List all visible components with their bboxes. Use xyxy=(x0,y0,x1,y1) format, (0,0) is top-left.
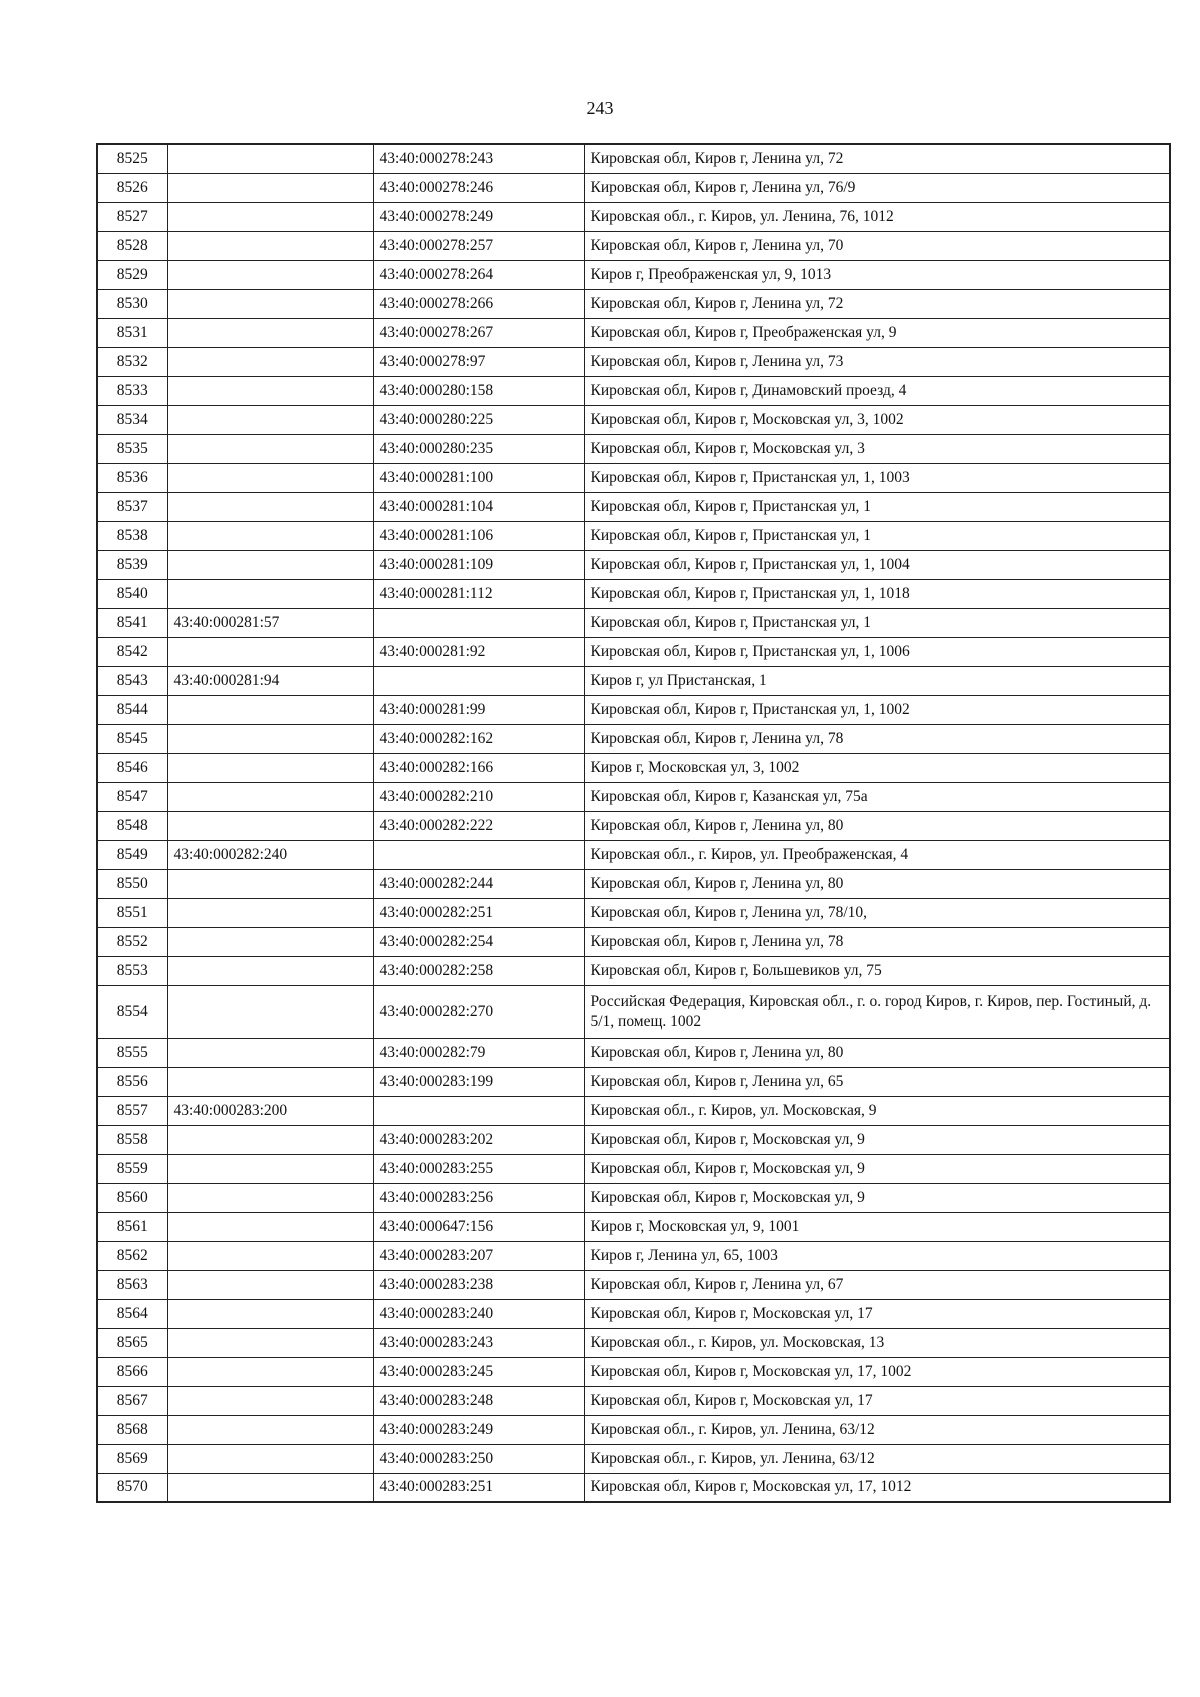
parcel-cadastral-number-cell xyxy=(167,1444,373,1473)
address-cell: Кировская обл, Киров г, Ленина ул, 80 xyxy=(584,1038,1170,1067)
parcel-cadastral-number-cell xyxy=(167,1270,373,1299)
address-cell: Кировская обл, Киров г, Казанская ул, 75а xyxy=(584,782,1170,811)
parcel-cadastral-number-cell xyxy=(167,811,373,840)
row-number-cell: 8561 xyxy=(97,1212,167,1241)
parcel-cadastral-number-cell xyxy=(167,434,373,463)
row-number-cell: 8532 xyxy=(97,347,167,376)
address-cell: Кировская обл, Киров г, Ленина ул, 67 xyxy=(584,1270,1170,1299)
address-cell: Киров г, Московская ул, 3, 1002 xyxy=(584,753,1170,782)
address-cell: Кировская обл, Киров г, Ленина ул, 78 xyxy=(584,927,1170,956)
row-number-cell: 8533 xyxy=(97,376,167,405)
parcel-cadastral-number-cell xyxy=(167,347,373,376)
table-row xyxy=(97,144,1170,173)
row-number-cell: 8565 xyxy=(97,1328,167,1357)
parcel-cadastral-number-cell xyxy=(167,492,373,521)
parcel-cadastral-number-cell xyxy=(167,289,373,318)
object-cadastral-number-cell: 43:40:000283:240 xyxy=(373,1299,584,1328)
table-row xyxy=(97,840,1170,869)
object-cadastral-number-cell: 43:40:000647:156 xyxy=(373,1212,584,1241)
row-number-cell: 8546 xyxy=(97,753,167,782)
parcel-cadastral-number-cell xyxy=(167,550,373,579)
object-cadastral-number-cell: 43:40:000281:112 xyxy=(373,579,584,608)
row-number-cell: 8548 xyxy=(97,811,167,840)
object-cadastral-number-cell: 43:40:000282:166 xyxy=(373,753,584,782)
table-row xyxy=(97,1270,1170,1299)
table-row xyxy=(97,202,1170,231)
object-cadastral-number-cell: 43:40:000283:243 xyxy=(373,1328,584,1357)
row-number-cell: 8564 xyxy=(97,1299,167,1328)
object-cadastral-number-cell: 43:40:000278:266 xyxy=(373,289,584,318)
address-cell: Кировская обл, Киров г, Московская ул, 3, 1002 xyxy=(584,405,1170,434)
address-cell: Кировская обл, Киров г, Ленина ул, 80 xyxy=(584,811,1170,840)
object-cadastral-number-cell: 43:40:000278:257 xyxy=(373,231,584,260)
object-cadastral-number-cell: 43:40:000283:238 xyxy=(373,1270,584,1299)
parcel-cadastral-number-cell xyxy=(167,1125,373,1154)
row-number-cell: 8568 xyxy=(97,1415,167,1444)
object-cadastral-number-cell: 43:40:000281:99 xyxy=(373,695,584,724)
address-cell: Кировская обл., г. Киров, ул. Ленина, 76, 1012 xyxy=(584,202,1170,231)
object-cadastral-number-cell: 43:40:000281:106 xyxy=(373,521,584,550)
object-cadastral-number-cell: 43:40:000282:244 xyxy=(373,869,584,898)
object-cadastral-number-cell: 43:40:000282:254 xyxy=(373,927,584,956)
object-cadastral-number-cell: 43:40:000282:251 xyxy=(373,898,584,927)
address-cell: Кировская обл, Киров г, Пристанская ул, 1 xyxy=(584,492,1170,521)
table-row xyxy=(97,1183,1170,1212)
table-row xyxy=(97,1067,1170,1096)
address-cell: Кировская обл, Киров г, Ленина ул, 70 xyxy=(584,231,1170,260)
table-row xyxy=(97,231,1170,260)
table-row xyxy=(97,1241,1170,1270)
parcel-cadastral-number-cell xyxy=(167,521,373,550)
row-number-cell: 8526 xyxy=(97,173,167,202)
address-cell: Кировская обл, Киров г, Ленина ул, 72 xyxy=(584,289,1170,318)
table-row xyxy=(97,1357,1170,1386)
address-cell: Кировская обл., г. Киров, ул. Преображенская, 4 xyxy=(584,840,1170,869)
row-number-cell: 8530 xyxy=(97,289,167,318)
parcel-cadastral-number-cell xyxy=(167,1328,373,1357)
parcel-cadastral-number-cell xyxy=(167,376,373,405)
address-cell: Кировская обл, Киров г, Ленина ул, 65 xyxy=(584,1067,1170,1096)
table-row xyxy=(97,318,1170,347)
object-cadastral-number-cell: 43:40:000283:202 xyxy=(373,1125,584,1154)
object-cadastral-number-cell: 43:40:000281:92 xyxy=(373,637,584,666)
table-row xyxy=(97,1096,1170,1125)
object-cadastral-number-cell: 43:40:000282:210 xyxy=(373,782,584,811)
address-cell: Киров г, Ленина ул, 65, 1003 xyxy=(584,1241,1170,1270)
registry-table xyxy=(96,143,1171,1503)
parcel-cadastral-number-cell xyxy=(167,1154,373,1183)
parcel-cadastral-number-cell xyxy=(167,1212,373,1241)
table-row xyxy=(97,1299,1170,1328)
address-cell: Кировская обл., г. Киров, ул. Ленина, 63/12 xyxy=(584,1444,1170,1473)
parcel-cadastral-number-cell: 43:40:000283:200 xyxy=(167,1096,373,1125)
address-cell: Кировская обл, Киров г, Динамовский проезд, 4 xyxy=(584,376,1170,405)
row-number-cell: 8542 xyxy=(97,637,167,666)
object-cadastral-number-cell xyxy=(373,666,584,695)
row-number-cell: 8540 xyxy=(97,579,167,608)
table-row xyxy=(97,1473,1170,1502)
address-cell: Кировская обл, Киров г, Ленина ул, 80 xyxy=(584,869,1170,898)
parcel-cadastral-number-cell: 43:40:000281:94 xyxy=(167,666,373,695)
object-cadastral-number-cell: 43:40:000282:258 xyxy=(373,956,584,985)
address-cell: Российская Федерация, Кировская обл., г. о. город Киров, г. Киров, пер. Гостиный, д. 5/1, помещ. 1002 xyxy=(584,985,1170,1038)
row-number-cell: 8570 xyxy=(97,1473,167,1502)
table-row xyxy=(97,956,1170,985)
table-row xyxy=(97,434,1170,463)
table-row xyxy=(97,1038,1170,1067)
row-number-cell: 8552 xyxy=(97,927,167,956)
table-row xyxy=(97,1154,1170,1183)
object-cadastral-number-cell: 43:40:000283:207 xyxy=(373,1241,584,1270)
row-number-cell: 8545 xyxy=(97,724,167,753)
address-cell: Кировская обл, Киров г, Московская ул, 9 xyxy=(584,1154,1170,1183)
parcel-cadastral-number-cell xyxy=(167,927,373,956)
row-number-cell: 8544 xyxy=(97,695,167,724)
address-cell: Кировская обл., г. Киров, ул. Московская, 9 xyxy=(584,1096,1170,1125)
address-cell: Кировская обл, Киров г, Большевиков ул, 75 xyxy=(584,956,1170,985)
row-number-cell: 8551 xyxy=(97,898,167,927)
object-cadastral-number-cell: 43:40:000281:100 xyxy=(373,463,584,492)
parcel-cadastral-number-cell xyxy=(167,1386,373,1415)
address-cell: Кировская обл, Киров г, Ленина ул, 78 xyxy=(584,724,1170,753)
parcel-cadastral-number-cell xyxy=(167,1473,373,1502)
object-cadastral-number-cell: 43:40:000283:248 xyxy=(373,1386,584,1415)
address-cell: Кировская обл, Киров г, Пристанская ул, 1 xyxy=(584,608,1170,637)
object-cadastral-number-cell: 43:40:000282:162 xyxy=(373,724,584,753)
row-number-cell: 8553 xyxy=(97,956,167,985)
table-row xyxy=(97,753,1170,782)
address-cell: Кировская обл, Киров г, Пристанская ул, 1, 1018 xyxy=(584,579,1170,608)
row-number-cell: 8566 xyxy=(97,1357,167,1386)
address-cell: Кировская обл, Киров г, Ленина ул, 76/9 xyxy=(584,173,1170,202)
table-row xyxy=(97,637,1170,666)
table-row xyxy=(97,376,1170,405)
object-cadastral-number-cell: 43:40:000281:109 xyxy=(373,550,584,579)
object-cadastral-number-cell: 43:40:000280:235 xyxy=(373,434,584,463)
row-number-cell: 8547 xyxy=(97,782,167,811)
address-cell: Кировская обл, Киров г, Пристанская ул, 1, 1004 xyxy=(584,550,1170,579)
address-cell: Кировская обл, Киров г, Преображенская ул, 9 xyxy=(584,318,1170,347)
table-row xyxy=(97,927,1170,956)
parcel-cadastral-number-cell xyxy=(167,405,373,434)
object-cadastral-number-cell: 43:40:000278:97 xyxy=(373,347,584,376)
row-number-cell: 8558 xyxy=(97,1125,167,1154)
object-cadastral-number-cell: 43:40:000283:245 xyxy=(373,1357,584,1386)
row-number-cell: 8543 xyxy=(97,666,167,695)
address-cell: Кировская обл, Киров г, Московская ул, 9 xyxy=(584,1183,1170,1212)
row-number-cell: 8537 xyxy=(97,492,167,521)
row-number-cell: 8554 xyxy=(97,985,167,1038)
row-number-cell: 8550 xyxy=(97,869,167,898)
parcel-cadastral-number-cell xyxy=(167,753,373,782)
parcel-cadastral-number-cell xyxy=(167,637,373,666)
address-cell: Кировская обл, Киров г, Пристанская ул, 1 xyxy=(584,521,1170,550)
table-row xyxy=(97,782,1170,811)
address-cell: Кировская обл, Киров г, Московская ул, 17, 1012 xyxy=(584,1473,1170,1502)
table-row xyxy=(97,985,1170,1038)
address-cell: Кировская обл, Киров г, Московская ул, 17 xyxy=(584,1299,1170,1328)
row-number-cell: 8562 xyxy=(97,1241,167,1270)
table-row xyxy=(97,1212,1170,1241)
address-cell: Кировская обл, Киров г, Пристанская ул, 1, 1003 xyxy=(584,463,1170,492)
object-cadastral-number-cell: 43:40:000278:246 xyxy=(373,173,584,202)
parcel-cadastral-number-cell xyxy=(167,1241,373,1270)
table-row xyxy=(97,173,1170,202)
object-cadastral-number-cell: 43:40:000280:225 xyxy=(373,405,584,434)
object-cadastral-number-cell: 43:40:000278:267 xyxy=(373,318,584,347)
parcel-cadastral-number-cell xyxy=(167,202,373,231)
table-row xyxy=(97,1415,1170,1444)
parcel-cadastral-number-cell xyxy=(167,231,373,260)
row-number-cell: 8534 xyxy=(97,405,167,434)
parcel-cadastral-number-cell: 43:40:000282:240 xyxy=(167,840,373,869)
parcel-cadastral-number-cell xyxy=(167,318,373,347)
parcel-cadastral-number-cell xyxy=(167,1415,373,1444)
parcel-cadastral-number-cell xyxy=(167,1299,373,1328)
address-cell: Киров г, Преображенская ул, 9, 1013 xyxy=(584,260,1170,289)
table-row xyxy=(97,869,1170,898)
object-cadastral-number-cell: 43:40:000281:104 xyxy=(373,492,584,521)
row-number-cell: 8538 xyxy=(97,521,167,550)
table-row xyxy=(97,579,1170,608)
object-cadastral-number-cell: 43:40:000283:255 xyxy=(373,1154,584,1183)
registry-body xyxy=(97,144,1170,1502)
object-cadastral-number-cell: 43:40:000282:270 xyxy=(373,985,584,1038)
row-number-cell: 8563 xyxy=(97,1270,167,1299)
address-cell: Кировская обл, Киров г, Ленина ул, 73 xyxy=(584,347,1170,376)
parcel-cadastral-number-cell xyxy=(167,260,373,289)
address-cell: Кировская обл, Киров г, Ленина ул, 78/10, xyxy=(584,898,1170,927)
parcel-cadastral-number-cell xyxy=(167,144,373,173)
address-cell: Киров г, ул Пристанская, 1 xyxy=(584,666,1170,695)
row-number-cell: 8539 xyxy=(97,550,167,579)
object-cadastral-number-cell: 43:40:000283:251 xyxy=(373,1473,584,1502)
row-number-cell: 8556 xyxy=(97,1067,167,1096)
parcel-cadastral-number-cell xyxy=(167,724,373,753)
row-number-cell: 8567 xyxy=(97,1386,167,1415)
parcel-cadastral-number-cell xyxy=(167,463,373,492)
object-cadastral-number-cell: 43:40:000283:199 xyxy=(373,1067,584,1096)
object-cadastral-number-cell: 43:40:000282:222 xyxy=(373,811,584,840)
parcel-cadastral-number-cell xyxy=(167,579,373,608)
row-number-cell: 8535 xyxy=(97,434,167,463)
address-cell: Кировская обл, Киров г, Московская ул, 9 xyxy=(584,1125,1170,1154)
object-cadastral-number-cell: 43:40:000278:264 xyxy=(373,260,584,289)
page-number: 243 xyxy=(586,98,614,118)
table-row xyxy=(97,463,1170,492)
address-cell: Кировская обл., г. Киров, ул. Ленина, 63/12 xyxy=(584,1415,1170,1444)
table-row xyxy=(97,550,1170,579)
row-number-cell: 8541 xyxy=(97,608,167,637)
parcel-cadastral-number-cell: 43:40:000281:57 xyxy=(167,608,373,637)
parcel-cadastral-number-cell xyxy=(167,782,373,811)
table-row xyxy=(97,492,1170,521)
table-row xyxy=(97,405,1170,434)
object-cadastral-number-cell: 43:40:000283:256 xyxy=(373,1183,584,1212)
row-number-cell: 8559 xyxy=(97,1154,167,1183)
row-number-cell: 8527 xyxy=(97,202,167,231)
address-cell: Кировская обл, Киров г, Московская ул, 17 xyxy=(584,1386,1170,1415)
table-row xyxy=(97,724,1170,753)
row-number-cell: 8549 xyxy=(97,840,167,869)
table-row xyxy=(97,695,1170,724)
parcel-cadastral-number-cell xyxy=(167,1357,373,1386)
row-number-cell: 8555 xyxy=(97,1038,167,1067)
row-number-cell: 8536 xyxy=(97,463,167,492)
table-row xyxy=(97,347,1170,376)
row-number-cell: 8560 xyxy=(97,1183,167,1212)
table-row xyxy=(97,1125,1170,1154)
object-cadastral-number-cell: 43:40:000280:158 xyxy=(373,376,584,405)
table-row xyxy=(97,260,1170,289)
address-cell: Кировская обл, Киров г, Пристанская ул, 1, 1002 xyxy=(584,695,1170,724)
row-number-cell: 8569 xyxy=(97,1444,167,1473)
object-cadastral-number-cell: 43:40:000282:79 xyxy=(373,1038,584,1067)
parcel-cadastral-number-cell xyxy=(167,173,373,202)
parcel-cadastral-number-cell xyxy=(167,869,373,898)
parcel-cadastral-number-cell xyxy=(167,985,373,1038)
object-cadastral-number-cell xyxy=(373,840,584,869)
parcel-cadastral-number-cell xyxy=(167,1183,373,1212)
object-cadastral-number-cell xyxy=(373,608,584,637)
table-row xyxy=(97,289,1170,318)
address-cell: Кировская обл, Киров г, Ленина ул, 72 xyxy=(584,144,1170,173)
row-number-cell: 8557 xyxy=(97,1096,167,1125)
row-number-cell: 8528 xyxy=(97,231,167,260)
address-cell: Кировская обл, Киров г, Московская ул, 3 xyxy=(584,434,1170,463)
address-cell: Кировская обл, Киров г, Пристанская ул, 1, 1006 xyxy=(584,637,1170,666)
parcel-cadastral-number-cell xyxy=(167,1038,373,1067)
row-number-cell: 8531 xyxy=(97,318,167,347)
object-cadastral-number-cell: 43:40:000283:249 xyxy=(373,1415,584,1444)
parcel-cadastral-number-cell xyxy=(167,695,373,724)
object-cadastral-number-cell xyxy=(373,1096,584,1125)
table-row xyxy=(97,666,1170,695)
parcel-cadastral-number-cell xyxy=(167,956,373,985)
object-cadastral-number-cell: 43:40:000278:249 xyxy=(373,202,584,231)
table-row xyxy=(97,898,1170,927)
table-row xyxy=(97,1444,1170,1473)
row-number-cell: 8529 xyxy=(97,260,167,289)
table-row xyxy=(97,608,1170,637)
object-cadastral-number-cell: 43:40:000283:250 xyxy=(373,1444,584,1473)
table-row xyxy=(97,521,1170,550)
row-number-cell: 8525 xyxy=(97,144,167,173)
parcel-cadastral-number-cell xyxy=(167,1067,373,1096)
parcel-cadastral-number-cell xyxy=(167,898,373,927)
table-row xyxy=(97,811,1170,840)
address-cell: Кировская обл, Киров г, Московская ул, 17, 1002 xyxy=(584,1357,1170,1386)
object-cadastral-number-cell: 43:40:000278:243 xyxy=(373,144,584,173)
table-row xyxy=(97,1328,1170,1357)
table-row xyxy=(97,1386,1170,1415)
address-cell: Киров г, Московская ул, 9, 1001 xyxy=(584,1212,1170,1241)
address-cell: Кировская обл., г. Киров, ул. Московская, 13 xyxy=(584,1328,1170,1357)
